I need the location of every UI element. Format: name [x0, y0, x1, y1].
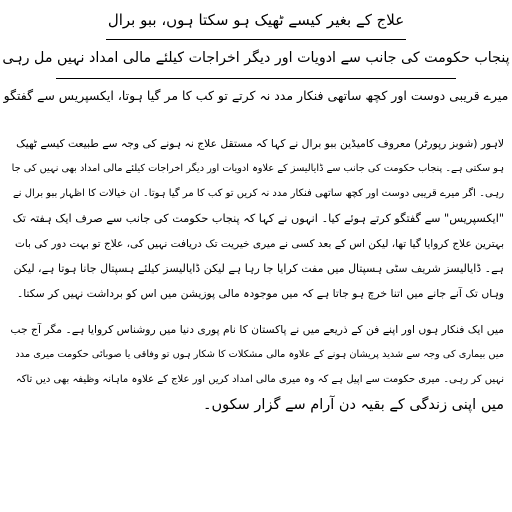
- headline-divider: [56, 78, 456, 79]
- headline-sub-2: میرے قریبی دوست اور کچھ ساتھی فنکار مدد نہ کرتے تو کب کا مر گیا ہوتا، ایکسپریس سے گفتگو: [3, 88, 509, 103]
- body-line: ہے۔ ڈایالیسز شریف سٹی ہسپتال میں مفت کرایا جا رہا ہے لیکن ڈایالیسز کیلئے ہسپتال جانا ہوتا ہے، لیکن: [13, 262, 504, 275]
- body-line: ہو سکتی ہے۔ پنجاب حکومت کی جانب سے ڈایالیسز کے علاوہ ادویات اور دیگر اخراجات کیلئے مالی امداد بھی نہیں کی جا: [11, 163, 504, 174]
- body-line: رہی۔ اگر میرے قریبی دوست اور کچھ ساتھی فنکار مدد نہ کریں تو کب کا مر گیا ہوتا۔ ان خیالات کا اظہار ببو برال نے: [12, 188, 504, 199]
- headline-sub-1: پنجاب حکومت کی جانب سے ادویات اور دیگر اخراجات کیلئے مالی امداد نہیں مل رہی: [2, 50, 510, 66]
- body-line: لاہور (شوبز رپورٹر) معروف کامیڈین ببو برال نے کہا کہ مستقل علاج نہ ہونے کی وجہ سے طبیعت کیسے ٹھیک: [16, 137, 504, 150]
- body-line: میں اپنی زندگی کے بقیہ دن آرام سے گزار سکوں۔: [203, 397, 504, 413]
- body-line: "ایکسپریس" سے گفتگو کرتے ہوئے کیا۔ انہوں نے کہا کہ پنجاب حکومت کی جانب سے صرف ایک ہفتہ تک: [12, 212, 504, 225]
- headline-divider: [106, 39, 406, 40]
- body-line: وہاں تک آنے جانے میں اتنا خرچ ہو جاتا ہے کہ میں موجودہ مالی پوزیشن میں اس کو برداشت نہیں کر سکتا۔: [16, 287, 504, 300]
- headline-main: علاج کے بغیر کیسے ٹھیک ہو سکتا ہوں، ببو برال: [107, 11, 405, 29]
- body-line: نہیں کر رہی۔ میری حکومت سے اپیل ہے کہ وہ میری مالی امداد کریں اور علاج کے علاوہ ماہانہ وظیفہ بھی دیں تاکہ: [15, 374, 504, 385]
- body-line: میں ایک فنکار ہوں اور اپنے فن کے ذریعے میں نے پاکستان کا نام پوری دنیا میں روشناس کروایا ہے۔ مگر آج جب: [10, 323, 504, 336]
- body-line: بہترین علاج کروایا گیا تھا، لیکن اس کے بعد کسی نے میری خیریت تک دریافت نہیں کی، علاج تو بہت دور کی بات: [14, 238, 504, 250]
- body-line: میں بیماری کی وجہ سے شدید پریشان ہونے کے علاوہ مالی مشکلات کا شکار ہوں تو وفاقی یا صوبائی حکومت میری مدد: [15, 349, 504, 360]
